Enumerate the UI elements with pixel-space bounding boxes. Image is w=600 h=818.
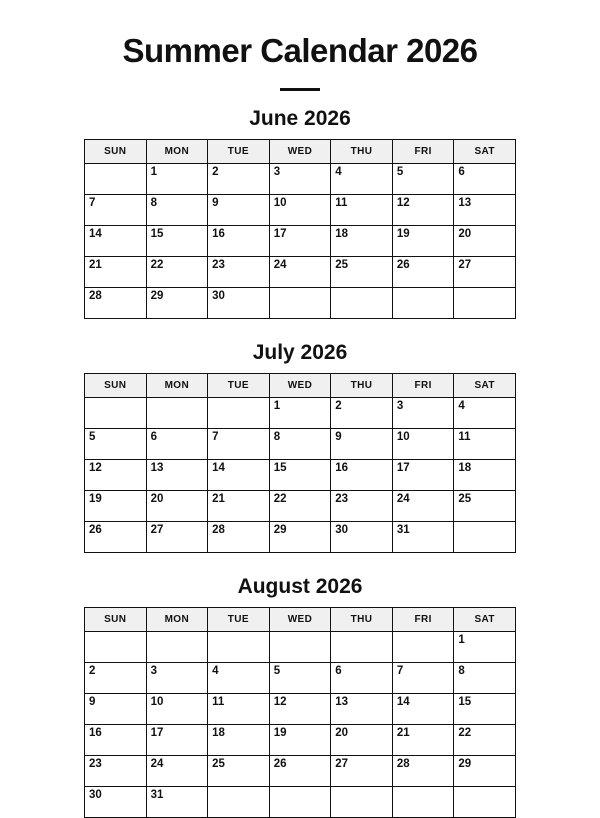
day-cell[interactable]: 25 — [454, 491, 516, 522]
day-cell[interactable]: 6 — [454, 164, 516, 195]
day-cell[interactable] — [392, 288, 454, 319]
table-row — [85, 725, 516, 756]
weekday-sun: SUN — [85, 140, 147, 164]
day-cell[interactable]: 6 — [146, 429, 208, 460]
day-cell[interactable]: 14 — [208, 460, 270, 491]
day-cell[interactable]: 29 — [454, 756, 516, 787]
day-cell[interactable]: 20 — [146, 491, 208, 522]
table-row — [85, 164, 516, 195]
calendar-table-july — [84, 373, 516, 553]
day-cell[interactable]: 13 — [331, 694, 393, 725]
weekday-thu: THU — [331, 374, 393, 398]
table-row — [85, 491, 516, 522]
table-row — [85, 288, 516, 319]
day-cell[interactable] — [392, 787, 454, 818]
day-cell[interactable]: 7 — [208, 429, 270, 460]
month-block-july — [0, 341, 600, 553]
day-cell[interactable]: 9 — [85, 694, 147, 725]
day-cell[interactable] — [392, 632, 454, 663]
day-cell[interactable]: 19 — [269, 725, 331, 756]
day-cell[interactable] — [331, 288, 393, 319]
day-cell[interactable]: 20 — [331, 725, 393, 756]
day-cell[interactable]: 26 — [269, 756, 331, 787]
table-row — [85, 632, 516, 663]
table-row — [85, 460, 516, 491]
day-cell[interactable]: 11 — [454, 429, 516, 460]
day-cell[interactable]: 5 — [392, 164, 454, 195]
day-cell[interactable]: 24 — [146, 756, 208, 787]
day-cell[interactable] — [454, 787, 516, 818]
day-cell[interactable] — [146, 632, 208, 663]
weekday-mon: MON — [146, 608, 208, 632]
day-cell[interactable]: 26 — [85, 522, 147, 553]
month-block-august — [0, 575, 600, 818]
weekday-mon: MON — [146, 140, 208, 164]
table-row — [85, 257, 516, 288]
day-cell[interactable] — [269, 632, 331, 663]
day-cell[interactable]: 23 — [85, 756, 147, 787]
month-title-august: August 2026 — [237, 575, 363, 598]
day-cell[interactable]: 22 — [454, 725, 516, 756]
day-cell[interactable]: 1 — [269, 398, 331, 429]
day-cell[interactable]: 27 — [331, 756, 393, 787]
day-cell[interactable]: 24 — [392, 491, 454, 522]
day-cell[interactable]: 2 — [208, 164, 270, 195]
day-cell[interactable]: 23 — [208, 257, 270, 288]
day-cell[interactable]: 9 — [331, 429, 393, 460]
day-cell[interactable]: 18 — [331, 226, 393, 257]
day-cell[interactable]: 15 — [146, 226, 208, 257]
table-row — [85, 694, 516, 725]
day-cell[interactable]: 12 — [392, 195, 454, 226]
day-cell[interactable]: 12 — [85, 460, 147, 491]
calendar-table-june — [84, 139, 516, 319]
weekday-sat: SAT — [454, 374, 516, 398]
day-cell[interactable]: 13 — [454, 195, 516, 226]
day-cell[interactable] — [331, 632, 393, 663]
day-cell[interactable]: 5 — [269, 663, 331, 694]
day-cell[interactable]: 22 — [269, 491, 331, 522]
day-cell[interactable]: 29 — [146, 288, 208, 319]
weekday-header-row — [85, 608, 516, 632]
weekday-sun: SUN — [85, 374, 147, 398]
day-cell[interactable]: 31 — [146, 787, 208, 818]
weekday-tue: TUE — [208, 140, 270, 164]
weekday-thu: THU — [331, 140, 393, 164]
day-cell[interactable]: 31 — [392, 522, 454, 553]
month-title-june: June 2026 — [249, 107, 351, 130]
day-cell[interactable]: 4 — [208, 663, 270, 694]
day-cell[interactable] — [85, 164, 147, 195]
day-cell[interactable]: 17 — [146, 725, 208, 756]
day-cell[interactable]: 13 — [146, 460, 208, 491]
day-cell[interactable]: 24 — [269, 257, 331, 288]
day-cell[interactable] — [208, 398, 270, 429]
weekday-wed: WED — [269, 374, 331, 398]
table-row — [85, 429, 516, 460]
day-cell[interactable]: 25 — [331, 257, 393, 288]
page-title: Summer Calendar 2026 — [122, 32, 478, 69]
month-title-july: July 2026 — [252, 341, 348, 364]
day-cell[interactable] — [454, 522, 516, 553]
table-row — [85, 226, 516, 257]
day-cell[interactable] — [208, 787, 270, 818]
day-cell[interactable]: 12 — [269, 694, 331, 725]
day-cell[interactable]: 3 — [269, 164, 331, 195]
day-cell[interactable]: 17 — [269, 226, 331, 257]
day-cell[interactable]: 19 — [85, 491, 147, 522]
table-row — [85, 195, 516, 226]
day-cell[interactable]: 16 — [85, 725, 147, 756]
weekday-sat: SAT — [454, 608, 516, 632]
day-cell[interactable]: 11 — [331, 195, 393, 226]
day-cell[interactable]: 20 — [454, 226, 516, 257]
table-row — [85, 663, 516, 694]
weekday-wed: WED — [269, 608, 331, 632]
day-cell[interactable] — [85, 398, 147, 429]
day-cell[interactable]: 7 — [392, 663, 454, 694]
day-cell[interactable]: 16 — [331, 460, 393, 491]
day-cell[interactable]: 9 — [208, 195, 270, 226]
day-cell[interactable]: 19 — [392, 226, 454, 257]
day-cell[interactable]: 3 — [392, 398, 454, 429]
day-cell[interactable]: 2 — [85, 663, 147, 694]
day-cell[interactable]: 21 — [85, 257, 147, 288]
day-cell[interactable]: 25 — [208, 756, 270, 787]
day-cell[interactable]: 3 — [146, 663, 208, 694]
weekday-mon: MON — [146, 374, 208, 398]
day-cell[interactable]: 14 — [85, 226, 147, 257]
day-cell[interactable]: 8 — [146, 195, 208, 226]
day-cell[interactable]: 1 — [454, 632, 516, 663]
day-cell[interactable]: 6 — [331, 663, 393, 694]
day-cell[interactable]: 8 — [454, 663, 516, 694]
day-cell[interactable] — [269, 787, 331, 818]
day-cell[interactable]: 18 — [208, 725, 270, 756]
day-cell[interactable]: 10 — [269, 195, 331, 226]
day-cell[interactable]: 1 — [146, 164, 208, 195]
table-row — [85, 756, 516, 787]
month-block-june — [0, 107, 600, 319]
day-cell[interactable]: 4 — [454, 398, 516, 429]
day-cell[interactable] — [454, 288, 516, 319]
day-cell[interactable] — [146, 398, 208, 429]
weekday-fri: FRI — [392, 608, 454, 632]
table-row — [85, 787, 516, 818]
day-cell[interactable]: 30 — [331, 522, 393, 553]
weekday-header-row — [85, 374, 516, 398]
day-cell[interactable]: 23 — [331, 491, 393, 522]
table-row — [85, 522, 516, 553]
day-cell[interactable]: 10 — [392, 429, 454, 460]
day-cell[interactable]: 18 — [454, 460, 516, 491]
day-cell[interactable]: 16 — [208, 226, 270, 257]
day-cell[interactable]: 5 — [85, 429, 147, 460]
day-cell[interactable]: 30 — [208, 288, 270, 319]
day-cell[interactable]: 28 — [85, 288, 147, 319]
calendar-table-august — [84, 607, 516, 818]
day-cell[interactable]: 11 — [208, 694, 270, 725]
weekday-thu: THU — [331, 608, 393, 632]
day-cell[interactable]: 15 — [269, 460, 331, 491]
day-cell[interactable] — [331, 787, 393, 818]
day-cell[interactable] — [85, 632, 147, 663]
weekday-fri: FRI — [392, 374, 454, 398]
table-row — [85, 398, 516, 429]
day-cell[interactable]: 29 — [269, 522, 331, 553]
day-cell[interactable]: 21 — [208, 491, 270, 522]
day-cell[interactable]: 27 — [454, 257, 516, 288]
day-cell[interactable]: 4 — [331, 164, 393, 195]
day-cell[interactable]: 26 — [392, 257, 454, 288]
weekday-fri: FRI — [392, 140, 454, 164]
day-cell[interactable]: 28 — [208, 522, 270, 553]
weekday-sat: SAT — [454, 140, 516, 164]
weekday-tue: TUE — [208, 608, 270, 632]
day-cell[interactable]: 14 — [392, 694, 454, 725]
weekday-tue: TUE — [208, 374, 270, 398]
weekday-header-row — [85, 140, 516, 164]
weekday-sun: SUN — [85, 608, 147, 632]
day-cell[interactable]: 10 — [146, 694, 208, 725]
day-cell[interactable]: 27 — [146, 522, 208, 553]
day-cell[interactable]: 2 — [331, 398, 393, 429]
day-cell[interactable]: 17 — [392, 460, 454, 491]
title-divider — [280, 88, 320, 91]
day-cell[interactable] — [269, 288, 331, 319]
day-cell[interactable]: 21 — [392, 725, 454, 756]
day-cell[interactable]: 7 — [85, 195, 147, 226]
day-cell[interactable]: 28 — [392, 756, 454, 787]
day-cell[interactable]: 15 — [454, 694, 516, 725]
weekday-wed: WED — [269, 140, 331, 164]
day-cell[interactable]: 22 — [146, 257, 208, 288]
day-cell[interactable]: 8 — [269, 429, 331, 460]
day-cell[interactable]: 30 — [85, 787, 147, 818]
day-cell[interactable] — [208, 632, 270, 663]
